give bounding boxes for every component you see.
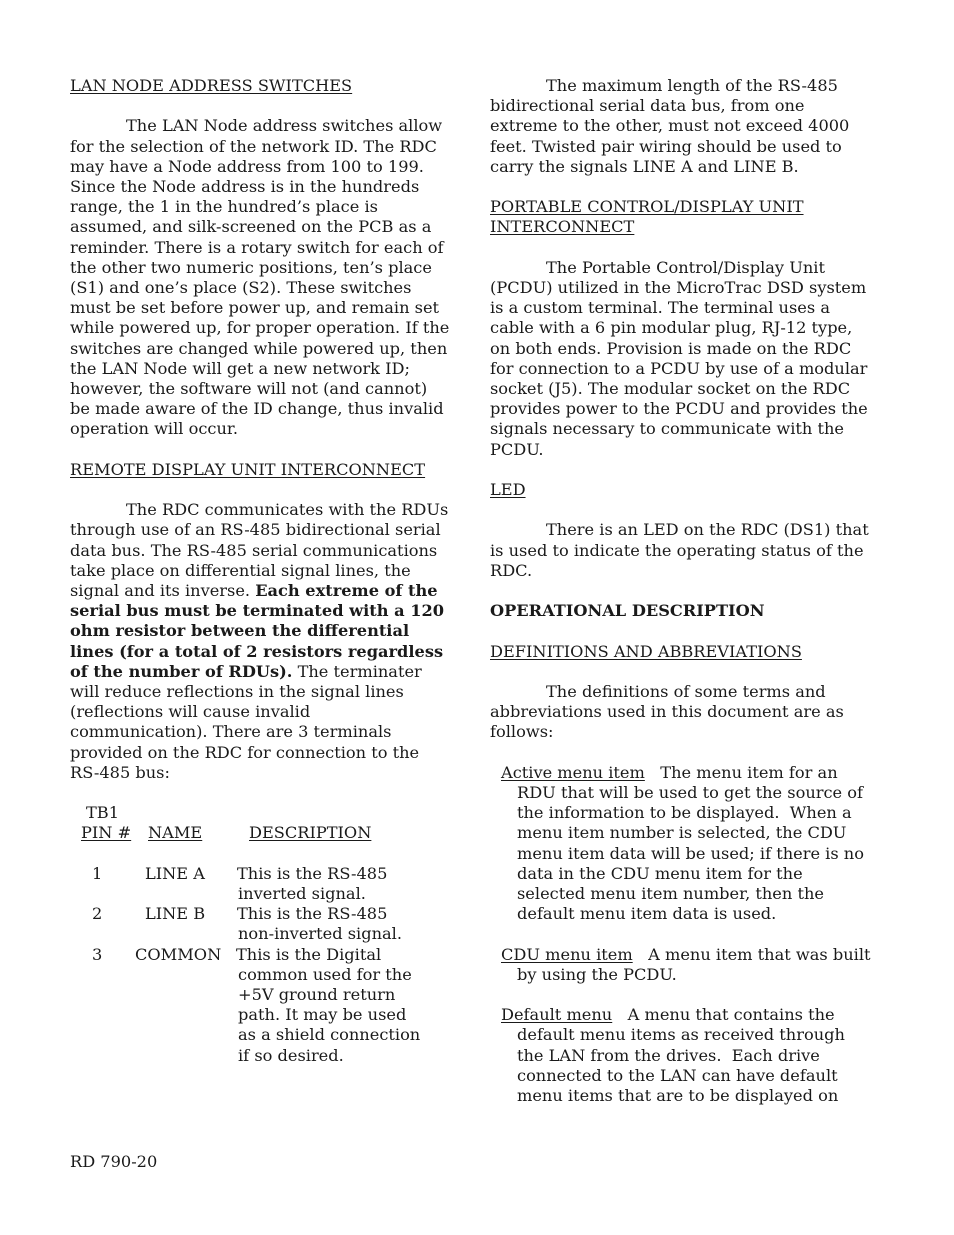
row-pin: 3 bbox=[92, 944, 103, 964]
definitions-intro: The definitions of some terms and abbreviations used in this document are as follows: bbox=[490, 681, 844, 742]
table-row bbox=[70, 864, 452, 904]
header-name: NAME bbox=[148, 823, 203, 843]
rdu-termination-warning: Each extreme of the serial bus must be terminated with a 120 ohm resistor between the differential lines (for a total of 2 resistors regardless of the number of RDUs). bbox=[70, 581, 445, 681]
operational-description-heading: OPERATIONAL DESCRIPTION bbox=[490, 601, 765, 621]
left-column bbox=[70, 76, 452, 1066]
definition-term: Default menu bbox=[501, 1005, 613, 1025]
table-row bbox=[70, 945, 452, 1066]
row-pin: 2 bbox=[92, 904, 103, 924]
row-name: LINE B bbox=[145, 904, 206, 924]
desc-line: non-inverted signal. bbox=[238, 924, 402, 944]
pcdu-paragraph: The Portable Control/Display Unit (PCDU) utilized in the MicroTrac DSD system is a custom terminal. The terminal uses a cable with a 6 pin modular plug, RJ-12 type, on both ends. Provision is made on the RDC for connection to a PCDU by use of a modular socket (J5). The modular socket on the RDC provides power to the PCDU and provides the signals necessary to communicate with the PCDU. bbox=[490, 257, 868, 459]
tb1-title: TB1 bbox=[86, 803, 119, 823]
definition-term: CDU menu item bbox=[501, 944, 633, 964]
max-length-paragraph: The maximum length of the RS-485 bidirectional serial data bus, from one extreme to the other, must not exceed 4000 feet. Twisted pair wiring should be used to carry the signals LINE A and LINE B. bbox=[490, 76, 850, 176]
desc-line: +5V ground return bbox=[238, 985, 396, 1004]
tb1-table bbox=[70, 803, 452, 1066]
row-pin: 1 bbox=[92, 863, 103, 883]
desc-line: inverted signal. bbox=[238, 884, 366, 904]
definition-default-menu bbox=[490, 1005, 874, 1106]
pcdu-heading: PORTABLE CONTROL/DISPLAY UNIT INTERCONNECT bbox=[490, 197, 804, 237]
rdu-interconnect-heading: REMOTE DISPLAY UNIT INTERCONNECT bbox=[70, 459, 426, 479]
definition-cdu-menu-item bbox=[490, 945, 874, 985]
row-name: LINE A bbox=[145, 863, 205, 883]
rdu-interconnect-paragraph bbox=[70, 500, 452, 783]
definition-text: A menu that contains the default menu items as received through the LAN from the drives. Each drive connected to the LAN can have default menu items that are to be displayed on bbox=[517, 1005, 851, 1105]
definition-term: Active menu item bbox=[501, 762, 645, 782]
desc-line: This is the RS-485 bbox=[237, 863, 388, 883]
definition-text: A menu item that was built by using the PCDU. bbox=[517, 944, 876, 984]
rdu-text-b: The terminater will reduce reflections in the signal lines (reflections will cause invalid communication). There are 3 terminals provided on the RDC for connection to the RS-485 bus: bbox=[70, 661, 422, 782]
desc-line: This is the Digital bbox=[236, 944, 382, 964]
row-description bbox=[237, 904, 452, 944]
page-footer: RD 790-20 bbox=[70, 1152, 158, 1171]
desc-line: if so desired. bbox=[238, 1045, 344, 1065]
desc-line: This is the RS-485 bbox=[237, 904, 388, 924]
header-description: DESCRIPTION bbox=[249, 823, 372, 843]
definitions-heading: DEFINITIONS AND ABBREVIATIONS bbox=[490, 641, 802, 661]
row-name: COMMON bbox=[135, 944, 222, 964]
tb1-header-row bbox=[70, 823, 452, 843]
led-heading: LED bbox=[490, 480, 526, 500]
row-description bbox=[236, 945, 451, 1066]
desc-line: common used for the bbox=[238, 964, 412, 984]
desc-line: path. It may be used bbox=[238, 1005, 407, 1025]
lan-node-heading: LAN NODE ADDRESS SWITCHES bbox=[70, 76, 353, 95]
definition-text: The menu item for an RDU that will be used to get the source of the information to be displayed. When a menu item number is selected, the CDU menu item data will be used; if there is no data in the CDU menu item for the selected menu item number, then the default menu item data is used. bbox=[517, 762, 870, 924]
desc-line: as a shield connection bbox=[238, 1025, 421, 1045]
row-description bbox=[237, 864, 452, 904]
table-row bbox=[70, 904, 452, 944]
definition-active-menu-item bbox=[490, 763, 874, 925]
rdu-text-a: The RDC communicates with the RDUs through use of an RS-485 bidirectional serial data bus. The RS-485 serial communications take place on differential signal lines, the signal and its inverse. bbox=[70, 500, 449, 601]
lan-node-paragraph: The LAN Node address switches allow for the selection of the network ID. The RDC may have a Node address from 100 to 199. Since the Node address is in the hundreds range, the 1 in the hundred’s place is assumed, and silk-screened on the PCB as a reminder. There is a rotary switch for each of the other two numeric positions, ten’s place (S1) and one’s place (S2). These switches must be set before power up, and remain set while powered up, for proper operation. If the switches are changed while powered up, then the LAN Node will get a new network ID; however, the software will not (and cannot) be made aware of the ID change, thus invalid operation will occur. bbox=[70, 116, 450, 439]
right-column bbox=[490, 76, 874, 1106]
led-paragraph: There is an LED on the RDC (DS1) that is used to indicate the operating status of the RDC. bbox=[490, 520, 869, 580]
header-pin: PIN # bbox=[81, 823, 132, 843]
